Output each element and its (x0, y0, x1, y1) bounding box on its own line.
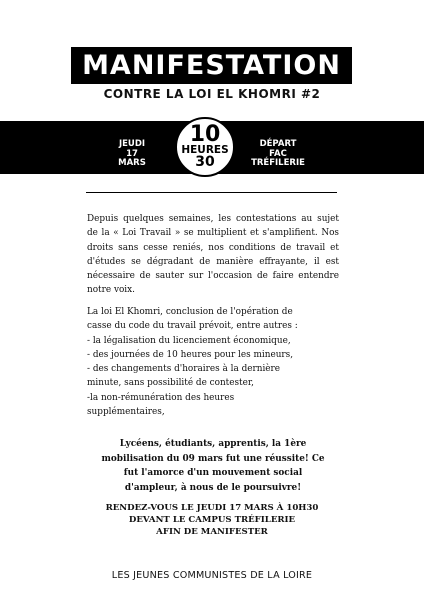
time-hour: 10 (189, 122, 221, 147)
details-line: minute, sans possibilité de contester, (87, 378, 254, 389)
details-line: - des journées de 10 heures pour les mineurs, (87, 349, 294, 360)
call-line: d'ampleur, à nous de le poursuivre! (124, 482, 302, 493)
month-label: MARS (118, 158, 146, 168)
departure-label: DÉPART (259, 139, 297, 149)
location-block (238, 140, 318, 169)
rendezvous-line: DEVANT LE CAMPUS TRÉFILERIE (128, 515, 296, 526)
intro-paragraph: Depuis quelques semaines, les contestations au sujet de la « Loi Travail » se multiplient et s'amplifient. Nos droits sans cesse reniés, nos conditions de travail et d'études se dégradant de manière effrayante, il est nécessaire de sauter sur l'occasion de faire entendre notre voix. (87, 214, 339, 296)
location-line-1: FAC (269, 148, 287, 159)
day-number: 17 (126, 148, 138, 159)
details-line: - des changements d'horaires à la dernière (87, 364, 281, 375)
call-line: Lycéens, étudiants, apprentis, la 1ère (119, 439, 307, 449)
rendezvous-block (70, 502, 354, 539)
details-line: supplémentaires, (87, 407, 165, 418)
time-unit: HEURES (181, 144, 229, 156)
title-banner (71, 47, 352, 84)
rendezvous-line: AFIN DE MANIFESTER (156, 527, 268, 538)
details-paragraph (87, 305, 339, 419)
details-line: -la non-rémunération des heures (87, 392, 235, 403)
time-circle (175, 117, 235, 177)
call-to-action (80, 437, 346, 495)
details-line: casse du code du travail prévoit, entre autres : (87, 321, 298, 332)
divider (86, 192, 337, 193)
location-line-2: TRÉFILERIE (251, 158, 305, 168)
day-label: JEUDI (118, 139, 146, 149)
signature: LES JEUNES COMMUNISTES DE LA LOIRE (111, 570, 313, 581)
details-line: La loi El Khomri, conclusion de l'opération de (87, 307, 293, 317)
call-line: mobilisation du 09 mars fut une réussite! Ce (101, 453, 325, 464)
page-title: MANIFESTATION (82, 50, 341, 81)
date-block (92, 140, 172, 169)
page-subtitle: CONTRE LA LOI EL KHOMRI #2 (103, 87, 321, 101)
time-minutes: 30 (195, 154, 215, 170)
details-line: - la légalisation du licenciement économique, (87, 335, 291, 346)
rendezvous-line: RENDEZ-VOUS LE JEUDI 17 MARS À 10H30 (105, 503, 319, 513)
call-line: fut l'amorce d'un mouvement social (123, 468, 303, 478)
